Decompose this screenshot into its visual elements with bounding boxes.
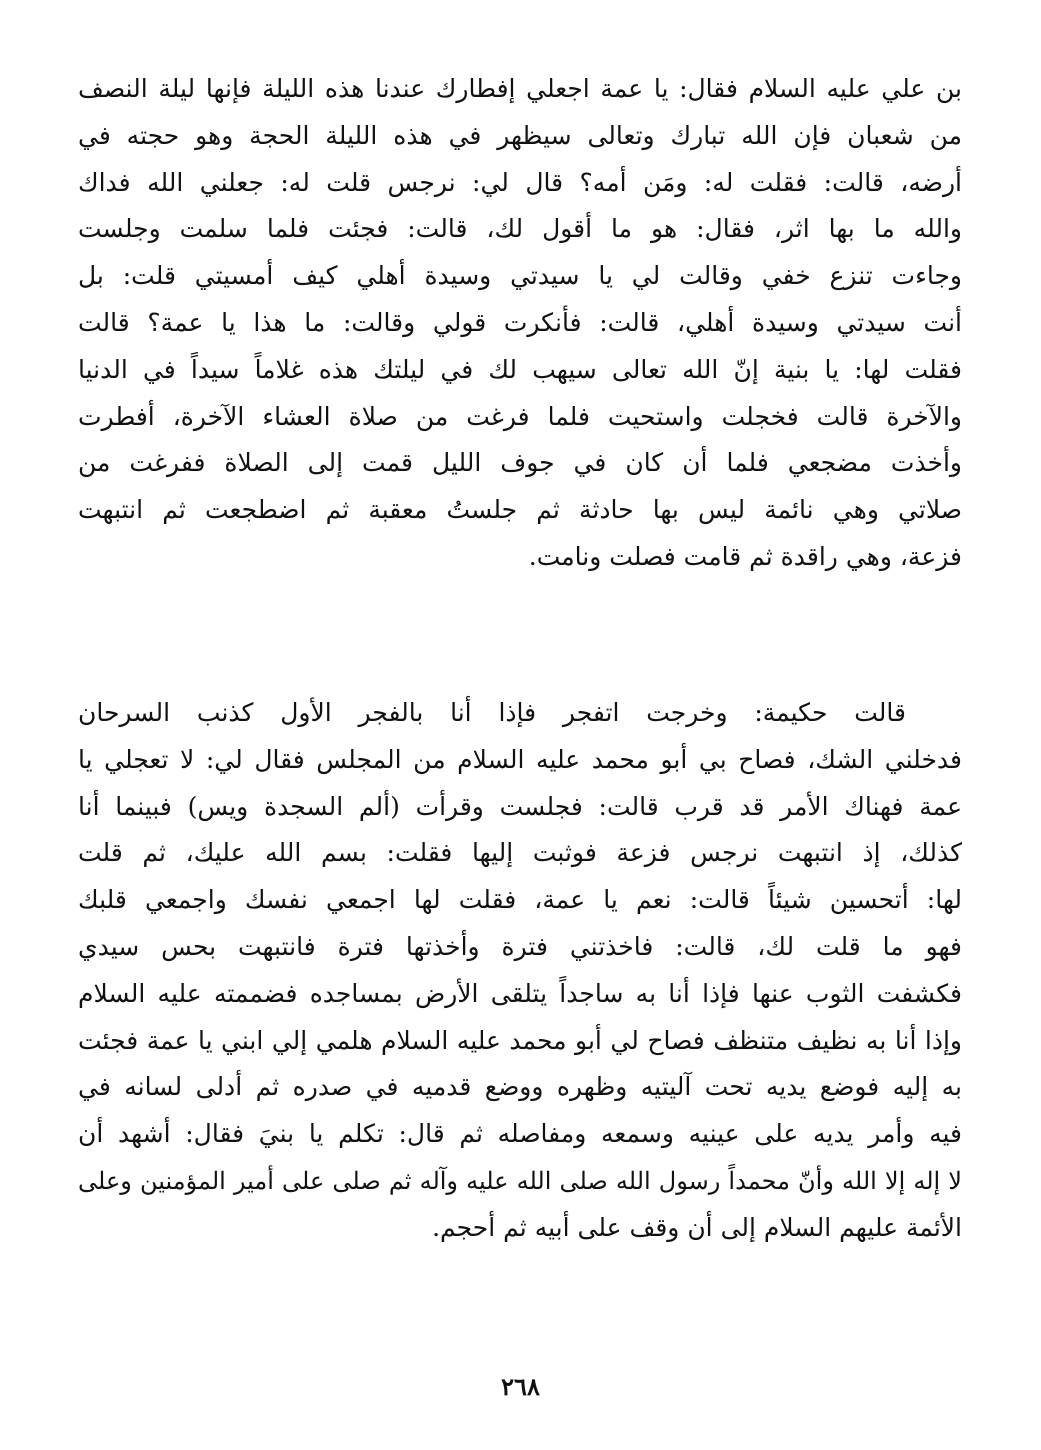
text-line: فيه وأمر يديه على عينيه وسمعه ومفاصله ثم قال: تكلم يا بنيَ فقال: أشهد أن xyxy=(78,1119,962,1149)
text-line: بن علي عليه السلام فقال: يا عمة اجعلي إفطارك عندنا هذه الليلة فإنها ليلة النصف xyxy=(78,74,962,103)
text-line: فزعة، وهي راقدة ثم قامت فصلت ونامت. xyxy=(528,541,962,571)
text-line: فقلت لها: يا بنية إنّ الله تعالى سيهب لك في ليلتك هذه غلاماً سيداً في الدنيا xyxy=(78,354,962,384)
paragraph-2 xyxy=(78,690,962,1252)
text-line: فهو ما قلت لك، قالت: فاخذتني فترة وأخذتها فترة فانتبهت بحس سيدي xyxy=(78,931,962,961)
text-line: والآخرة قالت فخجلت واستحيت فلما فرغت من صلاة العشاء الآخرة، أفطرت xyxy=(78,401,962,431)
text-line: قالت حكيمة: وخرجت اتفجر فإذا أنا بالفجر الأول كذنب السرحان xyxy=(78,698,906,727)
text-line: وجاءت تنزع خفي وقالت لي يا سيدتي وسيدة أهلي كيف أمسيتي قلت: بل xyxy=(78,261,962,291)
text-line: فدخلني الشك، فصاح بي أبو محمد عليه السلام من المجلس فقال لي: لا تعجلي يا xyxy=(78,744,962,774)
text-line: به إليه فوضع يديه تحت آليتيه وظهره ووضع قدميه في صدره ثم أدلى لسانه في xyxy=(78,1072,962,1102)
text-line: من شعبان فإن الله تبارك وتعالى سيظهر في هذه الليلة الحجة وهو حجته في xyxy=(78,120,962,150)
text-line: صلاتي وهي نائمة ليس بها حادثة ثم جلستُ معقبة ثم اضطجعت ثم انتبهت xyxy=(78,495,962,525)
text-line: وأخذت مضجعي فلما أن كان في جوف الليل قمت إلى الصلاة ففرغت من xyxy=(78,448,962,478)
paragraph-1 xyxy=(78,66,962,581)
text-line: وإذا أنا به نظيف متنظف فصاح لي أبو محمد عليه السلام هلمي إلي ابني يا عمة فجئت xyxy=(78,1025,962,1055)
text-line: عمة فهناك الأمر قد قرب قالت: فجلست وقرأت (ألم السجدة ويس) فبينما أنا xyxy=(78,791,962,821)
text-line: لها: أتحسين شيئاً قالت: نعم يا عمة، فقلت لها اجمعي نفسك واجمعي قلبك xyxy=(78,885,962,915)
text-line: أرضه، قالت: فقلت له: ومَن أمه؟ قال لي: نرجس قلت له: جعلني الله فداك xyxy=(78,167,962,197)
text-line: فكشفت الثوب عنها فإذا أنا به ساجداً يتلقى الأرض بمساجده فضممته عليه السلام xyxy=(78,978,962,1008)
text-line: أنت سيدتي وسيدة أهلي، قالت: فأنكرت قولي وقالت: ما هذا يا عمة؟ قالت xyxy=(78,307,962,337)
page-number: ٢٦٨ xyxy=(501,1372,540,1401)
text-line: لا إله إلا الله وأنّ محمداً رسول الله صلى الله عليه وآله ثم صلى على أمير المؤمنين وعلى xyxy=(78,1166,962,1195)
text-line: والله ما بها اثر، فقال: هو ما أقول لك، قالت: فجئت فلما سلمت وجلست xyxy=(78,214,962,244)
text-line: الأئمة عليهم السلام إلى أن وقف على أبيه ثم أحجم. xyxy=(432,1212,962,1242)
text-line: كذلك، إذ انتبهت نرجس فزعة فوثبت إليها فقلت: بسم الله عليك، ثم قلت xyxy=(78,838,962,868)
